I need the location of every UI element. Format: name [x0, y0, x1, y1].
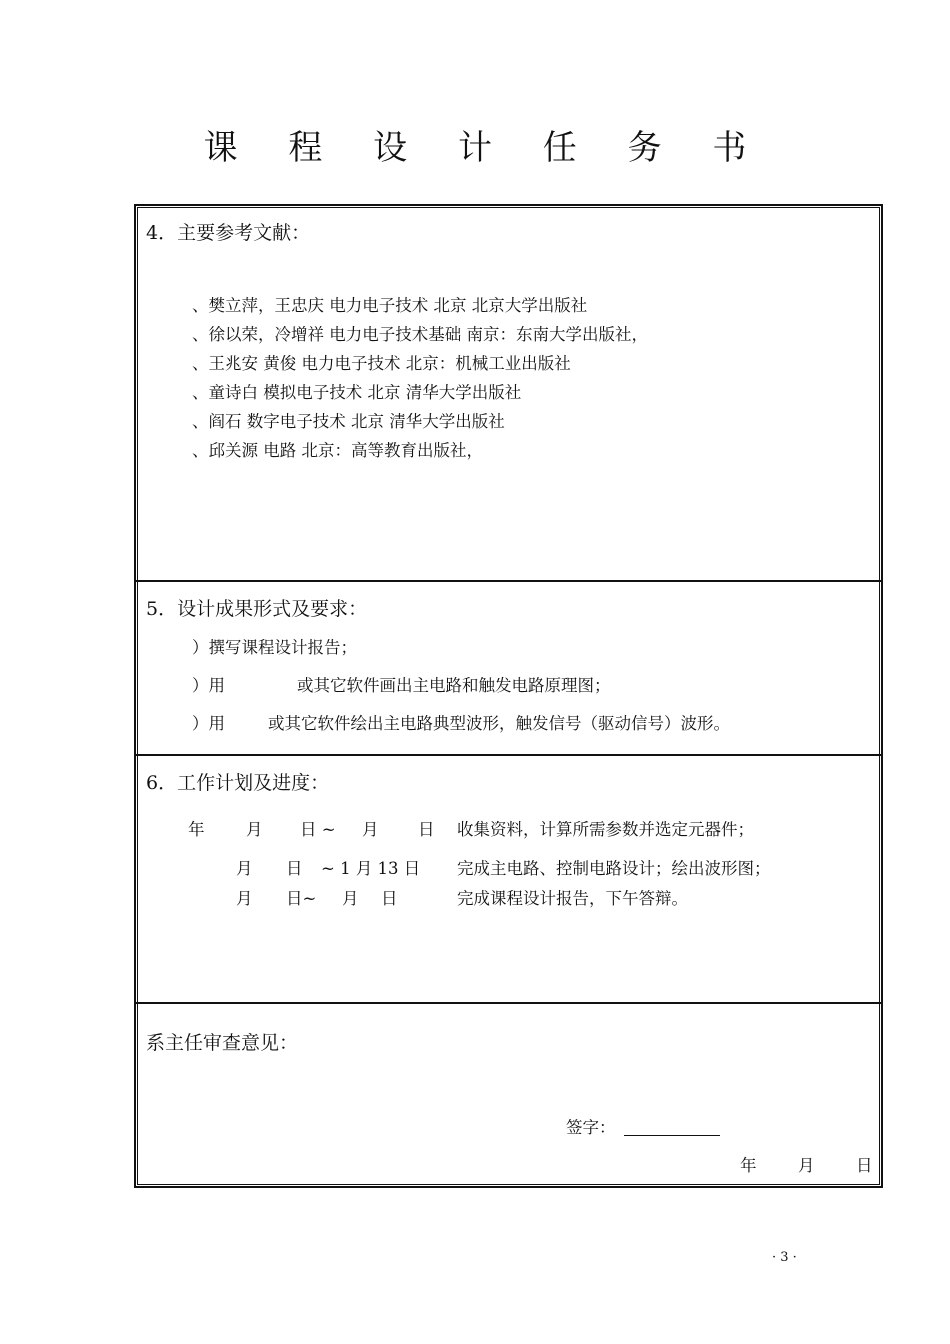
schedule-date-part: 月 — [362, 820, 379, 839]
review-date-day: 日 — [856, 1156, 873, 1175]
schedule-date-part: 月 — [246, 820, 263, 839]
reference-item: 、樊立萍，王忠庆 电力电子技术 北京 北京大学出版社 — [192, 296, 588, 315]
deliverables-heading: 5．设计成果形式及要求： — [146, 598, 368, 620]
schedule-date-part: 月 — [236, 889, 253, 908]
task-form-table — [134, 204, 883, 1188]
review-heading: 系主任审查意见： — [146, 1032, 299, 1054]
signature-label: 签字： — [566, 1118, 616, 1137]
schedule-task: 收集资料，计算所需参数并选定元器件； — [457, 820, 754, 839]
deliverable-item-suffix: 或其它软件绘出主电路典型波形，触发信号（驱动信号）波形。 — [268, 714, 730, 733]
schedule-date-part: 日 — [381, 889, 398, 908]
references-heading: 4．主要参考文献： — [146, 222, 311, 244]
schedule-date-part: ~ 1 月 13 日 — [321, 859, 421, 878]
review-date-year: 年 — [740, 1156, 757, 1175]
schedule-date-part: 日~ — [286, 889, 317, 908]
deliverables-section — [136, 582, 881, 754]
page-number: · 3 · — [772, 1250, 797, 1265]
reference-item: 、邱关源 电路 北京：高等教育出版社， — [192, 441, 483, 460]
schedule-date-part: 日 — [418, 820, 435, 839]
schedule-date-part: 月 — [342, 889, 359, 908]
deliverable-item: ）撰写课程设计报告； — [192, 638, 357, 657]
schedule-section — [136, 756, 881, 1002]
reference-item: 、徐以荣，冷增祥 电力电子技术基础 南京：东南大学出版社， — [192, 325, 648, 344]
schedule-date-part: 月 — [236, 859, 253, 878]
reference-item: 、王兆安 黄俊 电力电子技术 北京：机械工业出版社 — [192, 354, 571, 373]
reference-item: 、阎石 数字电子技术 北京 清华大学出版社 — [192, 412, 505, 431]
schedule-heading: 6．工作计划及进度： — [146, 772, 330, 794]
schedule-date-part: 日 ~ — [300, 820, 336, 839]
reference-item: 、童诗白 模拟电子技术 北京 清华大学出版社 — [192, 383, 522, 402]
review-section — [136, 1004, 881, 1188]
review-date-month: 月 — [798, 1156, 815, 1175]
deliverable-item-prefix: ）用 — [192, 714, 225, 733]
schedule-task: 完成主电路、控制电路设计；绘出波形图； — [457, 859, 771, 878]
schedule-date-part: 日 — [286, 859, 303, 878]
schedule-task: 完成课程设计报告，下午答辩。 — [457, 889, 688, 908]
deliverable-item-prefix: ）用 — [192, 676, 225, 695]
references-section — [136, 206, 881, 580]
document-title: 课 程 设 计 任 务 书 — [203, 128, 767, 168]
schedule-date-part: 年 — [188, 820, 205, 839]
signature-line — [624, 1135, 720, 1136]
deliverable-item-suffix: 或其它软件画出主电路和触发电路原理图； — [297, 676, 611, 695]
